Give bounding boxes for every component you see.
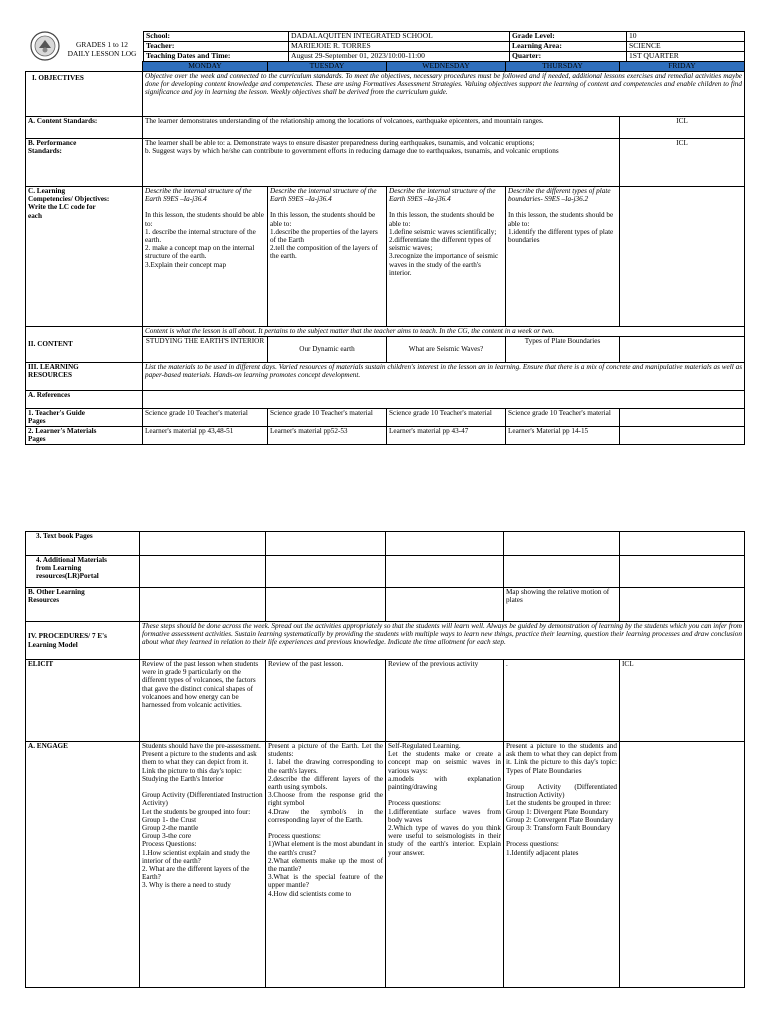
learners-materials-monday: Learner's material pp 43,48-51: [143, 427, 268, 445]
teachers-guide-wednesday: Science grade 10 Teacher's material: [387, 409, 506, 427]
additional-friday: [620, 556, 745, 588]
elicit-monday: Review of the past lesson when students were in grade 9 particularly on the different types of volcanoes, the factors that gave the distinct conical shapes of volcanoes and how energy can be harnessed from volcanic activities.: [140, 660, 266, 742]
engage-thursday: Present a picture to the students and ask them to what they can depict from it. Link the picture to this day's topic: Types of Plate Boundaries Group Activity (Differentiated Instruction Activity) Let the students be grouped in three: Group 1: Divergent Plate Boundary Group 2: Convergent Plate Boundary Group 3: Transform Fault Boundary Process questions: 1.Identify adjacent plates: [504, 742, 620, 988]
lesson-log-table-1: [25, 61, 745, 445]
teachers-guide-monday: Science grade 10 Teacher's material: [143, 409, 268, 427]
day-friday: FRIDAY: [620, 62, 745, 72]
content-friday: [620, 337, 745, 363]
school-value: DADALAQUITEN INTEGRATED SCHOOL: [289, 32, 510, 42]
quarter-value: 1ST QUARTER: [627, 52, 745, 62]
other-wednesday: [386, 588, 504, 622]
elicit-tuesday: Review of the past lesson.: [266, 660, 386, 742]
day-thursday: THURSDAY: [506, 62, 620, 72]
day-wednesday: WEDNESDAY: [387, 62, 506, 72]
elicit-friday: ICL: [620, 660, 745, 742]
content-label: II. CONTENT: [26, 327, 143, 363]
area-value: SCIENCE: [627, 42, 745, 52]
learners-materials-tuesday: Learner's material pp52-53: [268, 427, 387, 445]
competencies-wednesday: [387, 187, 506, 327]
other-thursday: Map showing the relative motion of plates: [504, 588, 620, 622]
dates-value: August 29-September 01, 2023/10:00-11:00: [289, 52, 510, 62]
content-thursday: Types of Plate Boundaries: [506, 337, 620, 363]
teacher-value: MARIEJOIE R. TORRES: [289, 42, 510, 52]
competencies-tuesday: [268, 187, 387, 327]
teachers-guide-tuesday: Science grade 10 Teacher's material: [268, 409, 387, 427]
teachers-guide-friday: [620, 409, 745, 427]
additional-wednesday: [386, 556, 504, 588]
learners-materials-wednesday: Learner's material pp 43-47: [387, 427, 506, 445]
elicit-label: ELICIT: [26, 660, 140, 742]
other-tuesday: [266, 588, 386, 622]
school-label: School:: [144, 32, 289, 42]
content-monday: STUDYING THE EARTH'S INTERIOR: [143, 337, 268, 363]
grade-label: Grade Level:: [510, 32, 627, 42]
elicit-wednesday: Review of the previous activity: [386, 660, 504, 742]
grades-label: GRADES 1 to 12: [76, 40, 128, 49]
grade-value: 10: [627, 32, 745, 42]
competency-objectives: In this lesson, the students should be able to: 1.identify the different types of plate boundaries: [508, 211, 614, 245]
content-standards-label: A. Content Standards:: [26, 117, 143, 139]
form-title: [66, 40, 138, 59]
competency-objectives: In this lesson, the students should be able to: 1.define seismic waves scientifically; 2.differentiate the different types of seismic waves; 3.recognize the importance of seismic waves in the study of the earth's interior.: [389, 211, 499, 277]
objectives-label: I. OBJECTIVES: [26, 72, 143, 117]
engage-friday: [620, 742, 745, 988]
objectives-note: Objective over the week and connected to the curriculum standards. To meet the objectives, necessary procedures must be followed and if needed, additional lessons exercises and remedial activities maybe done for developing content knowledge and competencies. These are using Formatives Assessment Strategies. Valuing objectives support the learning of content and competencies and enable children to find significance and joy in learning the lesson. Weekly objectives shall be derived from the curriculum guide.: [143, 72, 745, 117]
textbook-label: 3. Text book Pages: [26, 532, 140, 556]
content-standards-friday: ICL: [620, 117, 745, 139]
deped-seal-logo: [30, 31, 60, 61]
engage-tuesday: Present a picture of the Earth. Let the students: 1. label the drawing corresponding to the earth's layers. 2.describe the different layers of the earth using symbols. 3.Choose from the response grid the right symbol 4.Draw the symbol/s in the corresponding layer of the Earth. Process questions: 1)What element is the most abundant in the earth's crust? 2.What elements make up the most of the mantle? 3.What is the special feature of the upper mantle? 4.How did scientists come to: [266, 742, 386, 988]
other-friday: [620, 588, 745, 622]
competencies-monday: [143, 187, 268, 327]
teachers-guide-thursday: Science grade 10 Teacher's material: [506, 409, 620, 427]
learners-materials-label: 2. Learner's Materials Pages: [26, 427, 143, 445]
content-standards-text: The learner demonstrates understanding of the relationship among the locations of volcanoes, earthquake epicenters, and mountain ranges.: [143, 117, 620, 139]
additional-thursday: [504, 556, 620, 588]
textbook-tuesday: [266, 532, 386, 556]
content-note: Content is what the lesson is all about. It pertains to the subject matter that the teacher aims to teach. In the CG, the content in a week or two.: [143, 327, 745, 337]
dates-label: Teaching Dates and Time:: [144, 52, 289, 62]
textbook-friday: [620, 532, 745, 556]
procedures-note: These steps should be done across the week. Spread out the activities appropriately so that the students will learn well. Always be guided by demonstration of learning by the students which you can infer from formative assessment activities. Sustain learning systematically by providing the students with multiple ways to learn new things, practice their learning, question their learning processes and draw conclusion about what they learned in relation to their life experiences and previous knowledge. Indicate the time allotment for each step.: [140, 622, 745, 660]
day-monday: MONDAY: [143, 62, 268, 72]
competencies-thursday: [506, 187, 620, 327]
learners-materials-friday: [620, 427, 745, 445]
quarter-label: Quarter:: [510, 52, 627, 62]
performance-standards-label: B. Performance Standards:: [26, 139, 143, 187]
teachers-guide-label: 1. Teacher's Guide Pages: [26, 409, 143, 427]
elicit-thursday: .: [504, 660, 620, 742]
competency-objectives: In this lesson, the students should be able to: 1. describe the internal structure of the earth. 2. make a concept map on the internal structure of the earth. 3.Explain their concept map: [145, 211, 264, 269]
additional-materials-label: 4. Additional Materials from Learning resources(LR)Portal: [26, 556, 140, 588]
other-monday: [140, 588, 266, 622]
textbook-thursday: [504, 532, 620, 556]
references-row: [143, 391, 745, 409]
competency-code: Describe the different types of plate boundaries- S9ES –Ia-j36.2: [508, 187, 611, 204]
header-table: [143, 31, 745, 62]
performance-standards-friday: ICL: [620, 139, 745, 187]
area-label: Learning Area:: [510, 42, 627, 52]
additional-monday: [140, 556, 266, 588]
textbook-monday: [140, 532, 266, 556]
competency-code: Describe the internal structure of the Earth S9ES –Ia-j36.4: [145, 187, 252, 204]
resources-note: List the materials to be used in different days. Varied resources of materials sustain children's interest in the lesson an in learning. Ensure that there is a mix of concrete and manipulative materials as well as paper-based materials. Hands-on learning promotes concept development.: [143, 363, 745, 391]
teacher-label: Teacher:: [144, 42, 289, 52]
competencies-label: C. Learning Competencies/ Objectives: Write the LC code for each: [26, 187, 143, 327]
dll-label: DAILY LESSON LOG: [67, 49, 137, 59]
competency-code: Describe the internal structure of the Earth S9ES –Ia-j36.4: [389, 187, 496, 204]
content-wednesday: What are Seismic Waves?: [387, 337, 506, 363]
competencies-friday: [620, 187, 745, 327]
performance-standards-text: The learner shall be able to: a. Demonstrate ways to ensure disaster preparedness during earthquakes, tsunamis, and volcanic eruptions; b. Suggest ways by which he/she can contribute to government efforts in reducing damage due to earthquakes, tsunamis, and volcanic eruptions: [143, 139, 620, 187]
engage-monday: Students should have the pre-assessment. Present a picture to the students and ask them to what they can depict from it. Link the picture to this day's topic: Studying the Earth's Interior Group Activity (Differentiated Instruction Activity) Let the students be grouped into four: Group 1- the Crust Group 2-the mantle Group 3-the core Process Questions: 1.How scientist explain and study the interior of the earth? 2. What are the different layers of the Earth? 3. Why is there a need to study: [140, 742, 266, 988]
additional-tuesday: [266, 556, 386, 588]
engage-label: A. ENGAGE: [26, 742, 140, 988]
competency-code: Describe the internal structure of the Earth S9ES –Ia-j36.4: [270, 187, 377, 204]
learners-materials-thursday: Learner's Material pp 14-15: [506, 427, 620, 445]
engage-wednesday: Self-Regulated Learning. Let the students make or create a concept map on seismic waves in various ways: a.models with explanation painting/drawing Process questions: 1.differentiate surface waves from body waves 2.Which type of waves do you think were useful to seismologists in their study of the earth's interior. Explain your answer.: [386, 742, 504, 988]
day-tuesday: TUESDAY: [268, 62, 387, 72]
procedures-label: IV. PROCEDURES/ 7 E's Learning Model: [26, 622, 140, 660]
competency-objectives: In this lesson, the students should be able to: 1.describe the properties of the layers of the Earth 2.tell the composition of the layers of the earth.: [270, 211, 378, 261]
references-label: A. References: [26, 391, 143, 409]
content-tuesday: Our Dynamic earth: [268, 337, 387, 363]
lesson-log-table-2: [25, 531, 745, 988]
other-resources-label: B. Other Learning Resources: [26, 588, 140, 622]
resources-label: III. LEARNING RESOURCES: [26, 363, 143, 391]
textbook-wednesday: [386, 532, 504, 556]
